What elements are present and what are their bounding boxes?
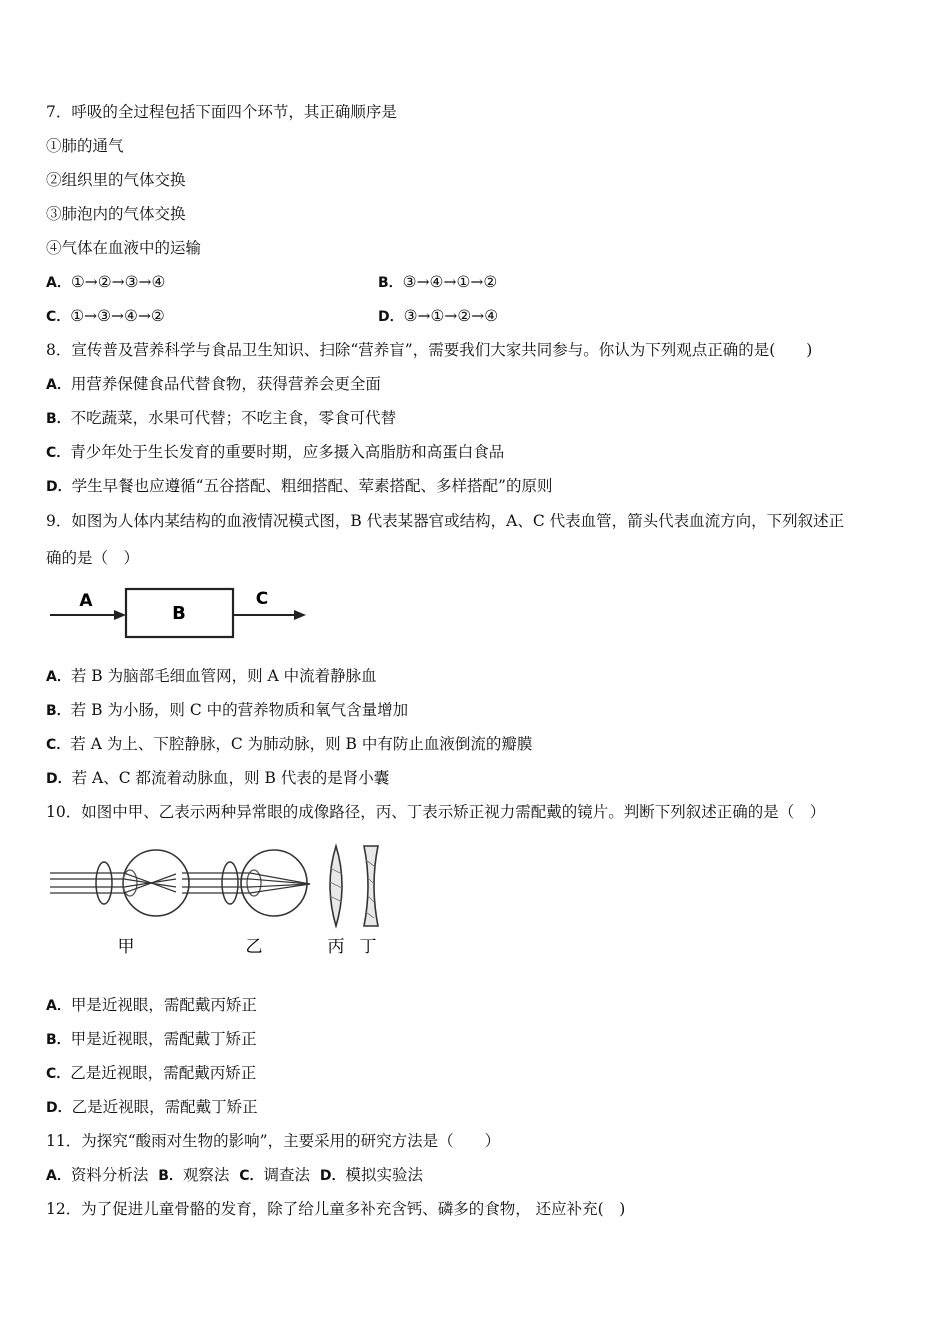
q8-option-b: B．不吃蔬菜，水果可代替；不吃主食，零食可代替 xyxy=(46,409,397,427)
q7-option-b: B．③→④→①→② xyxy=(378,273,498,291)
lens-bing-convex xyxy=(328,846,345,957)
q7-option-a: A．①→②→③→④ xyxy=(46,273,166,291)
q8-option-d: D．学生早餐也应遵循“五谷搭配、粗细搭配、荤素搭配、多样搭配”的原则 xyxy=(46,477,553,495)
label-a: A xyxy=(79,591,93,611)
q9-blood-flow-diagram xyxy=(46,580,316,642)
q10-option-c: C．乙是近视眼，需配戴丙矫正 xyxy=(46,1064,257,1082)
q9-option-d: D．若 A、C 都流着动脉血，则 B 代表的是肾小囊 xyxy=(46,769,390,787)
q9-stem-line2: 确的是（ ） xyxy=(46,549,140,567)
q10-eye-lens-diagram xyxy=(46,838,396,964)
q7-item-1: ①肺的通气 xyxy=(46,137,124,155)
label-bing: 丙 xyxy=(327,937,345,957)
arrow-a-head xyxy=(114,610,126,620)
q7-option-c: C．①→③→④→② xyxy=(46,307,165,325)
q10-option-b: B．甲是近视眼，需配戴丁矫正 xyxy=(46,1030,257,1048)
q10-stem: 10．如图中甲、乙表示两种异常眼的成像路径，丙、丁表示矫正视力需配戴的镜片。判断下列叙述正确的是（ ） xyxy=(46,803,826,821)
q7-item-3: ③肺泡内的气体交换 xyxy=(46,205,186,223)
q7-item-4: ④气体在血液中的运输 xyxy=(46,239,202,257)
q12-stem: 12．为了促进儿童骨骼的发育，除了给儿童多补充含钙、磷多的食物， 还应补充( ) xyxy=(46,1200,626,1218)
q7-stem: 7．呼吸的全过程包括下面四个环节，其正确顺序是 xyxy=(46,103,397,121)
q10-option-d: D．乙是近视眼，需配戴丁矫正 xyxy=(46,1098,258,1116)
label-b: B xyxy=(172,603,186,624)
q7-item-2: ②组织里的气体交换 xyxy=(46,171,186,189)
q7-option-d: D．③→①→②→④ xyxy=(378,307,499,325)
lens-ding-concave xyxy=(360,846,379,957)
q8-stem: 8．宣传普及营养科学与食品卫生知识、扫除“营养盲”，需要我们大家共同参与。你认为下列观点正确的是( ) xyxy=(46,341,813,359)
label-jia: 甲 xyxy=(117,937,135,957)
eye-jia xyxy=(50,850,189,957)
label-yi: 乙 xyxy=(245,937,263,957)
q11-stem: 11．为探究“酸雨对生物的影响”，主要采用的研究方法是（ ） xyxy=(46,1132,501,1150)
q9-option-a: A．若 B 为脑部毛细血管网，则 A 中流着静脉血 xyxy=(46,667,377,685)
q8-option-c: C．青少年处于生长发育的重要时期，应多摄入高脂肪和高蛋白食品 xyxy=(46,443,505,461)
label-ding: 丁 xyxy=(359,937,377,957)
eye-yi xyxy=(182,850,310,957)
q11-options: A．资料分析法 B．观察法 C．调查法 D．模拟实验法 xyxy=(46,1166,424,1184)
q9-stem-line1: 9．如图为人体内某结构的血液情况模式图，B 代表某器官或结构，A、C 代表血管，箭头代表血流方向，下列叙述正 xyxy=(46,512,845,530)
q8-option-a: A．用营养保健食品代替食物，获得营养会更全面 xyxy=(46,375,381,393)
label-c: C xyxy=(255,589,269,609)
q9-option-b: B．若 B 为小肠，则 C 中的营养物质和氧气含量增加 xyxy=(46,701,409,719)
arrow-c-head xyxy=(294,610,306,620)
q10-option-a: A．甲是近视眼，需配戴丙矫正 xyxy=(46,996,257,1014)
q9-option-c: C．若 A 为上、下腔静脉，C 为肺动脉，则 B 中有防止血液倒流的瓣膜 xyxy=(46,735,533,753)
